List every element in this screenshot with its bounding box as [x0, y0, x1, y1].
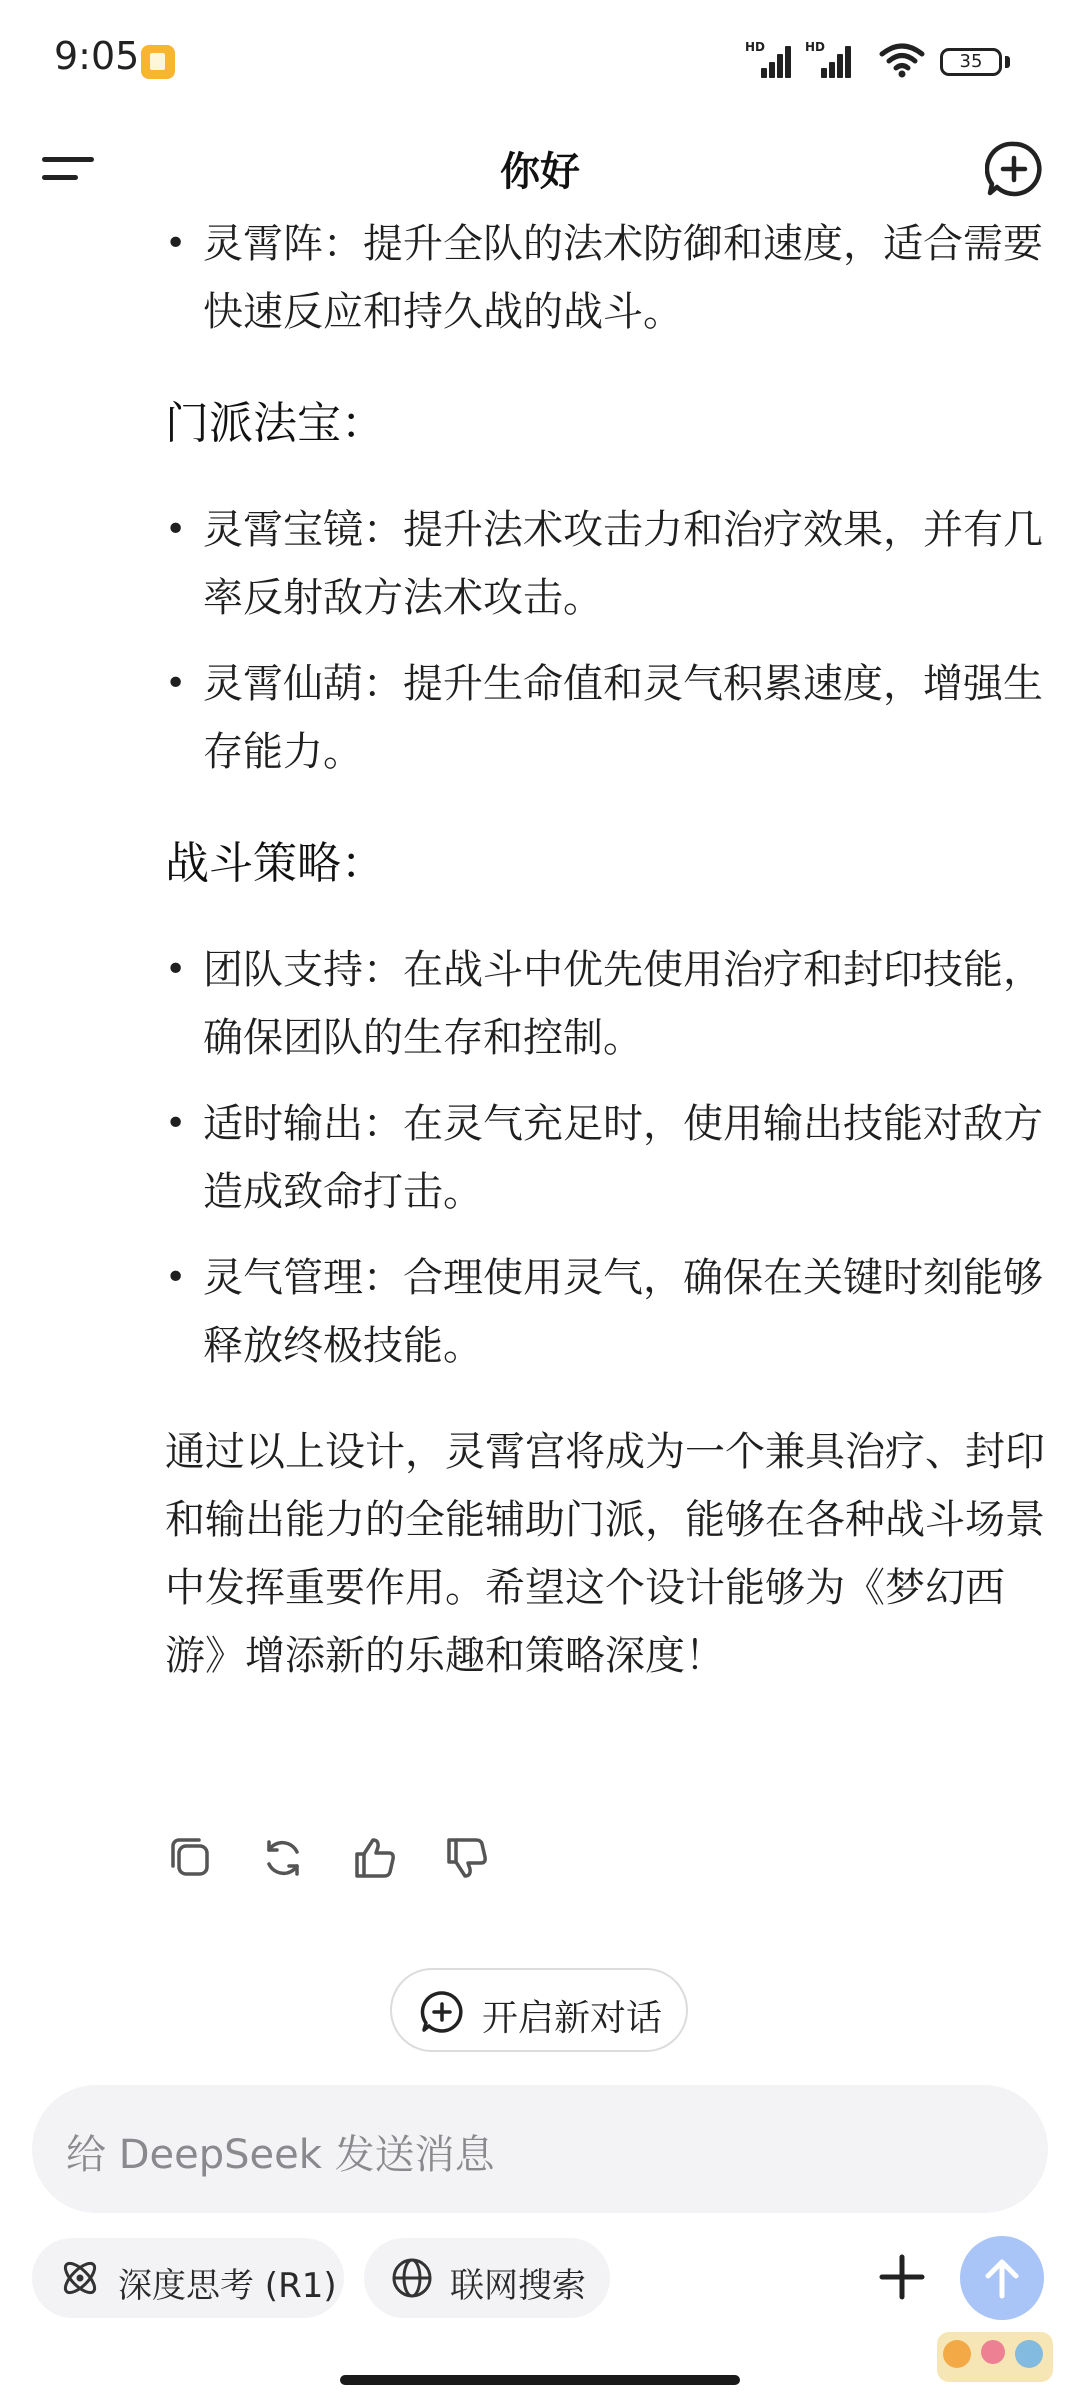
wifi-icon: [878, 40, 926, 80]
status-time: 9:05: [54, 34, 140, 78]
deep-think-toggle[interactable]: [32, 2238, 344, 2318]
globe-icon: [390, 2256, 434, 2300]
web-search-toggle[interactable]: [364, 2238, 610, 2318]
thumbs-up-icon[interactable]: [349, 1832, 401, 1884]
message-input[interactable]: [32, 2085, 1048, 2213]
list-item: • 适时输出：在灵气充足时，使用输出技能对敌方造成致命打击。: [165, 1090, 1045, 1226]
atom-icon: [58, 2256, 102, 2300]
list-item: • 团队支持：在战斗中优先使用治疗和封印技能，确保团队的生存和控制。: [165, 936, 1045, 1072]
new-chat-icon[interactable]: [985, 140, 1043, 198]
thumbs-down-icon[interactable]: [441, 1832, 493, 1884]
list-item: • 灵霄宝镜：提升法术攻击力和治疗效果，并有几率反射敌方法术攻击。: [165, 496, 1045, 632]
regenerate-icon[interactable]: [257, 1832, 309, 1884]
home-indicator[interactable]: [340, 2375, 740, 2385]
web-search-label: 联网搜索: [450, 2266, 586, 2306]
arrow-up-icon: [980, 2254, 1024, 2302]
section-heading-strategy: 战斗策略：: [165, 838, 385, 889]
watermark-logo: [935, 2324, 1055, 2394]
send-button[interactable]: [960, 2236, 1044, 2320]
message-actions: [165, 1832, 565, 1892]
conclusion-paragraph: 通过以上设计，灵霄宫将成为一个兼具治疗、封印和输出能力的全能辅助门派，能够在各种战斗场景中发挥重要作用。希望这个设计能够为《梦幻西游》增添新的乐趣和策略深度！: [165, 1429, 1045, 1679]
battery-level: 35: [959, 51, 983, 72]
new-chat-icon: [420, 1990, 464, 2034]
page-title: 你好: [500, 149, 580, 195]
list-item: • 灵霄仙葫：提升生命值和灵气积累速度，增强生存能力。: [165, 650, 1045, 786]
attach-plus-icon[interactable]: [870, 2245, 934, 2309]
cellular-signal-2-icon: HD: [805, 42, 851, 78]
battery-cap: [1005, 56, 1010, 68]
status-bar: [0, 0, 1080, 118]
list-item: • 灵霄阵：提升全队的法术防御和速度，适合需要快速反应和持久战的战斗。: [165, 210, 1045, 346]
deep-think-label: 深度思考 (R1): [118, 2266, 337, 2306]
copy-icon[interactable]: [165, 1832, 217, 1884]
cellular-signal-icon: HD: [745, 42, 791, 78]
section-heading-treasures: 门派法宝：: [165, 398, 385, 449]
battery-icon: [940, 48, 1002, 76]
message-input-placeholder: 给 DeepSeek 发送消息: [66, 2132, 495, 2178]
assistant-message: [165, 210, 1045, 1690]
app-header: [0, 118, 1080, 222]
notes-app-icon: [141, 45, 175, 79]
new-conversation-label: 开启新对话: [482, 1998, 663, 2039]
new-conversation-button[interactable]: [390, 1968, 688, 2052]
list-item: • 灵气管理：合理使用灵气，确保在关键时刻能够释放终极技能。: [165, 1244, 1045, 1380]
